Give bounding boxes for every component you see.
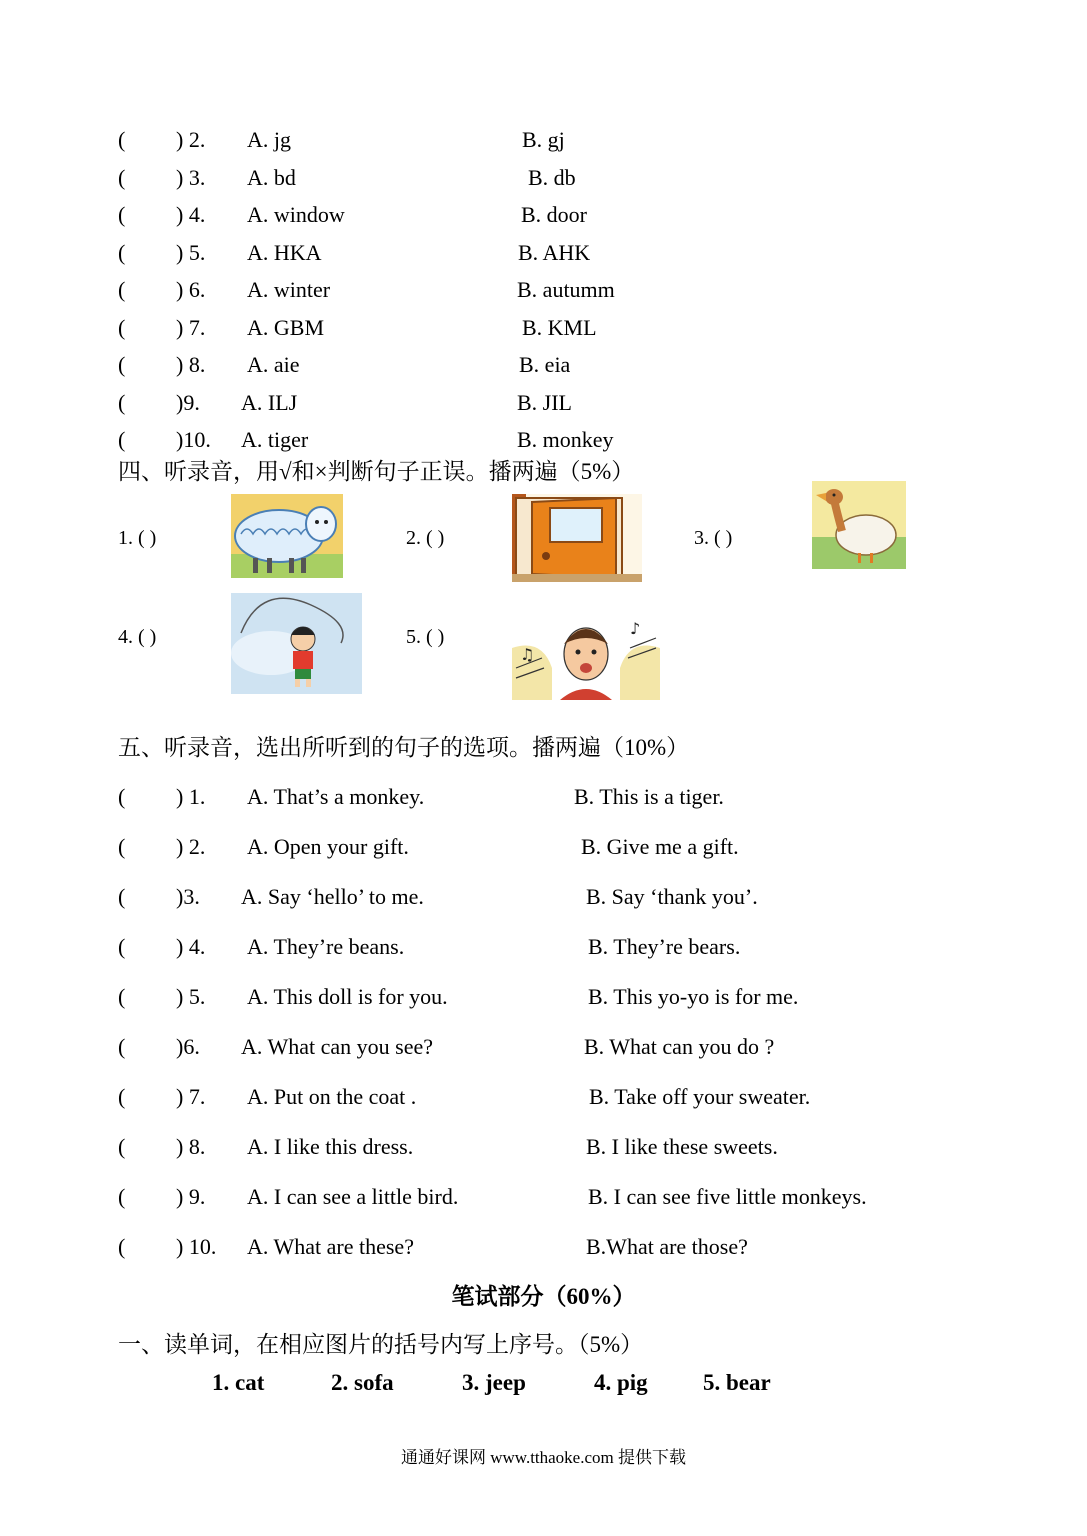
- answer-paren[interactable]: (: [118, 390, 126, 415]
- answer-paren[interactable]: (: [118, 165, 126, 190]
- option-a: A. tiger: [241, 427, 309, 452]
- option-a: A. HKA: [247, 240, 322, 265]
- picture-answer-5[interactable]: 5. ( ): [406, 626, 445, 648]
- option-b: B. Say ‘thank you’.: [586, 884, 758, 909]
- option-a: A. I like this dress.: [247, 1134, 414, 1159]
- option-a: A. aie: [247, 352, 300, 377]
- svg-text:♪: ♪: [630, 619, 641, 638]
- option-a: A. window: [247, 202, 345, 227]
- answer-paren[interactable]: (: [118, 240, 126, 265]
- question-number: ) 2.: [176, 834, 206, 859]
- question-number: ) 4.: [176, 934, 206, 959]
- question-number: ) 1.: [176, 784, 206, 809]
- question-number: ) 2.: [176, 127, 206, 152]
- option-a: A. I can see a little bird.: [247, 1184, 459, 1209]
- option-b: B. door: [521, 202, 587, 227]
- question-number: ) 8.: [176, 1134, 206, 1159]
- option-b: B. I like these sweets.: [586, 1134, 778, 1159]
- answer-paren[interactable]: (: [118, 1184, 126, 1209]
- option-b: B. monkey: [517, 427, 614, 452]
- option-b: B. This yo-yo is for me.: [588, 984, 799, 1009]
- part5-heading: 五、听录音，选出所听到的句子的选项。播两遍（10%）: [118, 735, 690, 760]
- option-b: B. AHK: [518, 240, 591, 265]
- word-4: 4. pig: [594, 1370, 648, 1395]
- question-number: ) 7.: [176, 315, 206, 340]
- picture-answer-1[interactable]: 1. ( ): [118, 527, 157, 549]
- option-b: B. They’re bears.: [588, 934, 741, 959]
- option-b: B. Take off your sweater.: [589, 1084, 811, 1109]
- option-a: A. That’s a monkey.: [247, 784, 425, 809]
- option-b: B. gj: [522, 127, 565, 152]
- question-number: )10.: [176, 427, 211, 452]
- option-b: B. I can see five little monkeys.: [588, 1184, 867, 1209]
- answer-paren[interactable]: (: [118, 202, 126, 227]
- option-a: A. Open your gift.: [247, 834, 409, 859]
- option-a: A. Say ‘hello’ to me.: [241, 884, 424, 909]
- boy-singing-picture: [512, 608, 660, 700]
- boy-skipping-picture: [231, 593, 362, 694]
- question-number: ) 7.: [176, 1084, 206, 1109]
- answer-paren[interactable]: (: [118, 427, 126, 452]
- option-b: B. autumm: [517, 277, 615, 302]
- option-a: A. bd: [247, 165, 296, 190]
- question-number: ) 6.: [176, 277, 206, 302]
- door-picture: [512, 494, 642, 582]
- word-1: 1. cat: [212, 1370, 265, 1395]
- question-number: ) 5.: [176, 984, 206, 1009]
- option-b: B. KML: [522, 315, 597, 340]
- answer-paren[interactable]: (: [118, 315, 126, 340]
- option-a: A. What are these?: [247, 1234, 414, 1259]
- answer-paren[interactable]: (: [118, 277, 126, 302]
- answer-paren[interactable]: (: [118, 1084, 126, 1109]
- question-number: ) 4.: [176, 202, 206, 227]
- option-a: A. GBM: [247, 315, 325, 340]
- option-a: A. This doll is for you.: [247, 984, 448, 1009]
- option-b: B. What can you do ?: [584, 1034, 775, 1059]
- question-number: )6.: [176, 1034, 200, 1059]
- picture-answer-3[interactable]: 3. ( ): [694, 527, 733, 549]
- question-number: ) 3.: [176, 165, 206, 190]
- option-b: B. eia: [519, 352, 571, 377]
- option-b: B. Give me a gift.: [581, 834, 739, 859]
- answer-paren[interactable]: (: [118, 1234, 126, 1259]
- question-number: ) 10.: [176, 1234, 217, 1259]
- sheep-picture: [231, 494, 343, 578]
- picture-answer-4[interactable]: 4. ( ): [118, 626, 157, 648]
- word-3: 3. jeep: [462, 1370, 526, 1395]
- option-b: B. JIL: [517, 390, 572, 415]
- footer-credit: 通通好课网 www.tthaoke.com 提供下载: [400, 1448, 687, 1467]
- option-b: B. This is a tiger.: [574, 784, 724, 809]
- option-a: A. ILJ: [241, 390, 298, 415]
- word-5: 5. bear: [703, 1370, 771, 1395]
- option-a: A. What can you see?: [241, 1034, 434, 1059]
- word-2: 2. sofa: [331, 1370, 394, 1395]
- option-a: A. winter: [247, 277, 331, 302]
- option-a: A. jg: [247, 127, 291, 152]
- answer-paren[interactable]: (: [118, 884, 126, 909]
- question-number: ) 9.: [176, 1184, 206, 1209]
- answer-paren[interactable]: (: [118, 352, 126, 377]
- question-number: ) 5.: [176, 240, 206, 265]
- question-number: ) 8.: [176, 352, 206, 377]
- duck-picture: [812, 481, 906, 569]
- answer-paren[interactable]: (: [118, 984, 126, 1009]
- question-number: )9.: [176, 390, 200, 415]
- option-b: B.What are those?: [586, 1234, 748, 1259]
- answer-paren[interactable]: (: [118, 784, 126, 809]
- part4-heading: 四、听录音，用√和×判断句子正误。播两遍（5%）: [118, 459, 635, 484]
- written-part1-heading: 一、读单词，在相应图片的括号内写上序号。（5%）: [118, 1332, 644, 1357]
- answer-paren[interactable]: (: [118, 127, 126, 152]
- svg-text:♫: ♫: [520, 645, 535, 664]
- answer-paren[interactable]: (: [118, 834, 126, 859]
- option-b: B. db: [528, 165, 576, 190]
- answer-paren[interactable]: (: [118, 1134, 126, 1159]
- written-section-title: 笔试部分（60%）: [451, 1284, 636, 1309]
- option-a: A. They’re beans.: [247, 934, 405, 959]
- picture-answer-2[interactable]: 2. ( ): [406, 527, 445, 549]
- answer-paren[interactable]: (: [118, 1034, 126, 1059]
- question-number: )3.: [176, 884, 200, 909]
- answer-paren[interactable]: (: [118, 934, 126, 959]
- option-a: A. Put on the coat .: [247, 1084, 417, 1109]
